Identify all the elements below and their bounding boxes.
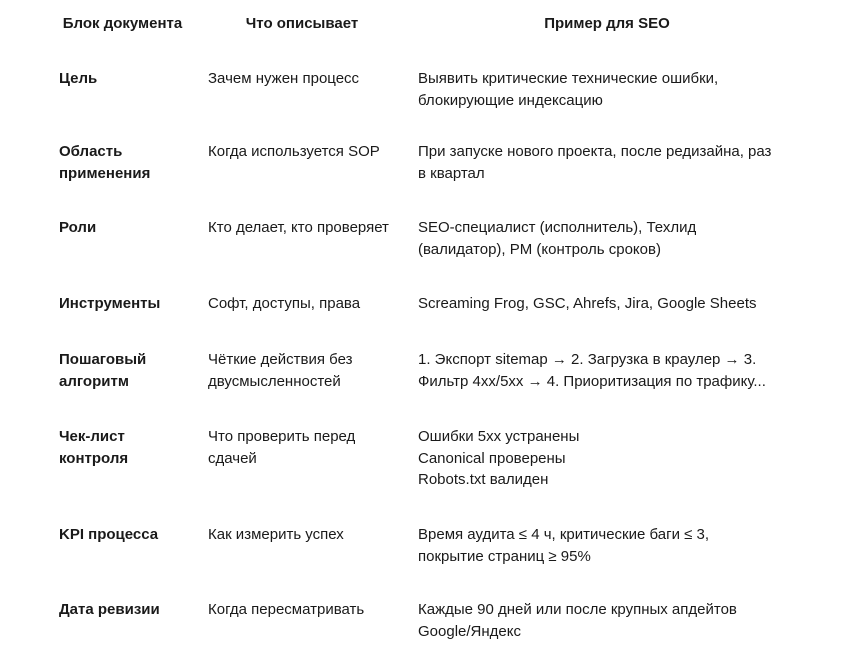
row-block-label: Цель bbox=[59, 70, 98, 87]
header-example: Пример для SEO bbox=[544, 15, 670, 32]
table-row bbox=[48, 405, 807, 503]
row-describes: Зачем нужен процесс bbox=[208, 70, 360, 87]
row-example: Выявить критические технические ошибки, блокирующие индексацию bbox=[418, 70, 719, 109]
table-row bbox=[48, 328, 807, 405]
row-example: 1. Экспорт sitemap → 2. Загрузка в краулер → 3. Фильтр 4xx/5xx → 4. Приоритизация по трафику... bbox=[418, 351, 766, 390]
row-block-label: Область применения bbox=[59, 143, 151, 182]
row-block-label: Дата ревизии bbox=[59, 601, 160, 618]
row-describes: Когда пересматривать bbox=[208, 601, 365, 618]
header-row bbox=[48, 3, 807, 45]
row-describes: Кто делает, кто проверяет bbox=[208, 219, 389, 236]
row-block-label: KPI процесса bbox=[59, 526, 159, 543]
table-row bbox=[48, 578, 807, 642]
table-row bbox=[48, 272, 807, 328]
table-row bbox=[48, 120, 807, 196]
row-example: SEO-специалист (исполнитель), Техлид (валидатор), PM (контроль сроков) bbox=[418, 219, 697, 258]
row-block-label: Пошаговый алгоритм bbox=[59, 351, 147, 390]
row-block-label: Инструменты bbox=[59, 295, 161, 312]
row-example: Каждые 90 дней или после крупных апдейтов Google/Яндекс bbox=[418, 601, 737, 640]
row-block-label: Чек-лист контроля bbox=[59, 428, 129, 467]
row-example: При запуске нового проекта, после редизайна, раз в квартал bbox=[418, 143, 772, 182]
header-describes: Что описывает bbox=[245, 15, 359, 32]
table-row bbox=[48, 45, 807, 120]
row-describes: Когда используется SOP bbox=[208, 143, 380, 160]
row-example: Время аудита ≤ 4 ч, критические баги ≤ 3, покрытие страниц ≥ 95% bbox=[418, 526, 710, 565]
row-describes: Чёткие действия без двусмысленностей bbox=[208, 351, 353, 390]
sop-structure-table bbox=[48, 3, 807, 642]
row-describes: Как измерить успех bbox=[208, 526, 344, 543]
row-describes: Софт, доступы, права bbox=[208, 295, 361, 312]
table-header bbox=[48, 3, 807, 45]
table-row bbox=[48, 196, 807, 272]
row-example: Ошибки 5xx устранены Canonical проверены Robots.txt валиден bbox=[418, 428, 580, 488]
table-row bbox=[48, 503, 807, 578]
row-example: Screaming Frog, GSC, Ahrefs, Jira, Google Sheets bbox=[418, 295, 757, 312]
row-block-label: Роли bbox=[59, 219, 97, 236]
row-describes: Что проверить перед сдачей bbox=[208, 428, 356, 467]
header-block: Блок документа bbox=[62, 15, 183, 32]
